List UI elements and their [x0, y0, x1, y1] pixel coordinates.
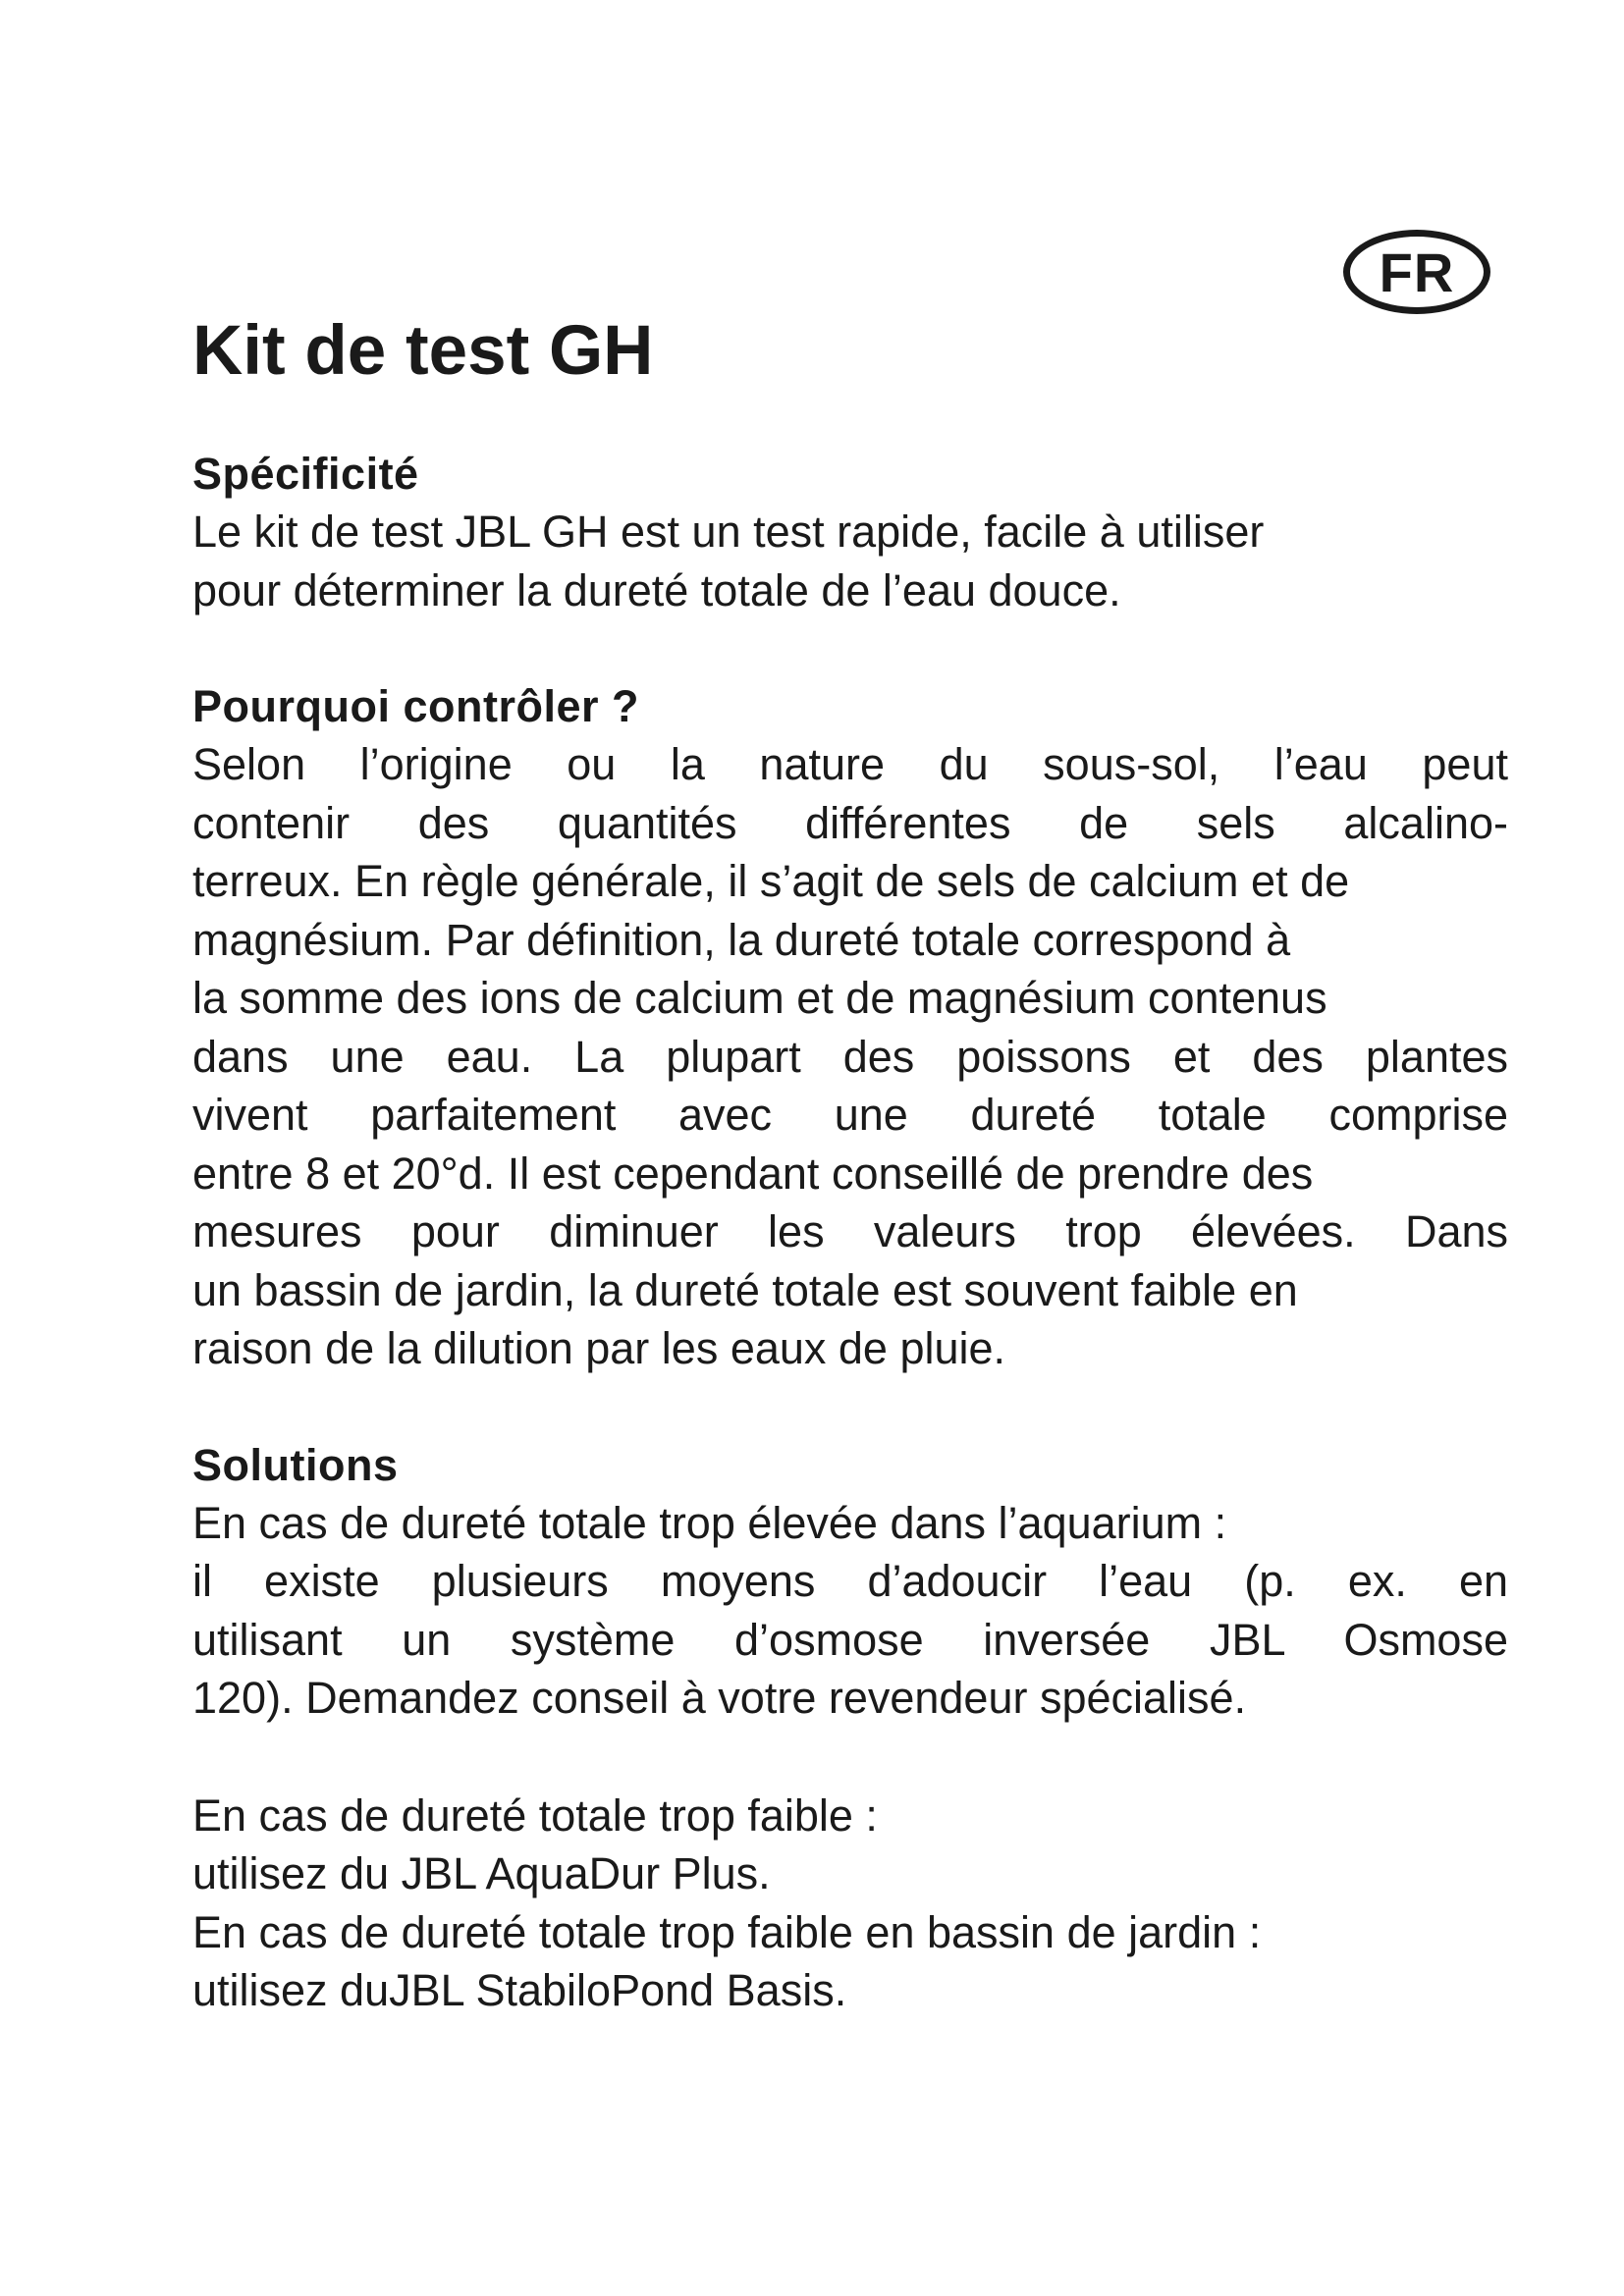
text-line: En cas de dureté totale trop faible en bassin de jardin :: [192, 1906, 1262, 1957]
text-line: utilisez du JBL AquaDur Plus.: [192, 1848, 771, 1898]
text-line: terreux. En règle générale, il s’agit de sels de calcium et de: [192, 856, 1350, 906]
text-line: raison de la dilution par les eaux de pluie.: [192, 1323, 1006, 1373]
section-heading-pourquoi: Pourquoi contrôler ?: [192, 681, 639, 731]
text-line: utilisant un système d’osmose inversée JBL Osmose: [192, 1614, 1508, 1665]
text-line: utilisez duJBL StabiloPond Basis.: [192, 1965, 847, 2015]
text-line: il existe plusieurs moyens d’adoucir l’eau (p. ex. en: [192, 1556, 1508, 1606]
text-line: Le kit de test JBL GH est un test rapide, facile à utiliser: [192, 507, 1265, 557]
paragraph-solutions-low: [192, 1787, 1508, 2020]
text-line: magnésium. Par définition, la dureté totale correspond à: [192, 914, 1291, 965]
text-line: En cas de dureté totale trop faible :: [192, 1789, 878, 1841]
text-line: contenir des quantités différentes de sels alcalino-: [192, 797, 1508, 848]
text-line: Selon l’origine ou la nature du sous-sol, l’eau peut: [192, 739, 1508, 789]
language-badge: [1343, 230, 1490, 314]
language-badge-label: FR: [1379, 240, 1455, 303]
text-line: pour déterminer la dureté totale de l’eau douce.: [192, 564, 1121, 615]
text-line: la somme des ions de calcium et de magnésium contenus: [192, 973, 1327, 1023]
section-solutions: [192, 1437, 1508, 2020]
section-specificite: [192, 446, 1508, 619]
text-line: entre 8 et 20°d. Il est cependant conseillé de prendre des: [192, 1148, 1314, 1199]
text-line: un bassin de jardin, la dureté totale est souvent faible en: [192, 1264, 1298, 1315]
section-pourquoi: [192, 678, 1508, 1378]
section-heading-solutions: Solutions: [192, 1439, 399, 1490]
section-heading-specificite: Spécificité: [192, 449, 419, 499]
text-line: En cas de dureté totale trop élevée dans l’aquarium :: [192, 1497, 1227, 1548]
text-line: 120). Demandez conseil à votre revendeur spécialisé.: [192, 1673, 1247, 1723]
text-line: dans une eau. La plupart des poissons et des plantes: [192, 1031, 1508, 1082]
page-title: Kit de test GH: [192, 312, 654, 390]
text-line: mesures pour diminuer les valeurs trop élevées. Dans: [192, 1206, 1508, 1256]
text-line: vivent parfaitement avec une dureté totale comprise: [192, 1090, 1508, 1140]
paragraph-pourquoi: [192, 735, 1508, 1378]
paragraph-specificite: [192, 503, 1508, 619]
document-body: [192, 312, 1508, 2020]
paragraph-solutions-high: [192, 1494, 1508, 1728]
